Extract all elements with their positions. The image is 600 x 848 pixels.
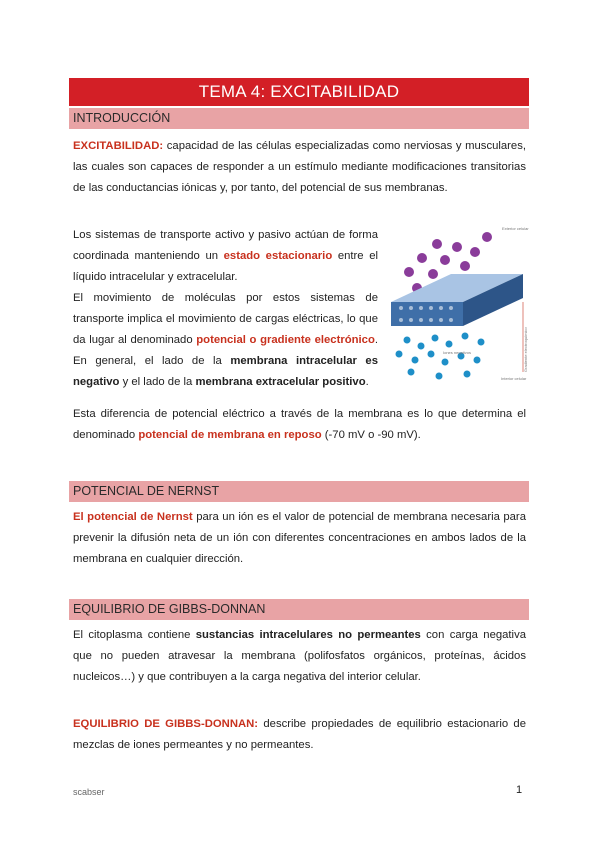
term-excitabilidad: EXCITABILIDAD:	[73, 140, 164, 152]
term-membrana-intracelular: membrana intracelular es negativo	[73, 355, 378, 388]
paragraph-text: capacidad de las células especializadas como nerviosas y musculares, las cuales son capaces de responder a un estímulo mediante modificaciones transitorias de las conductancias iónicas y, por tanto, del potencial de sus membranas.	[73, 140, 526, 194]
paragraph-text: Los sistemas de transporte activo y pasivo actúan de forma coordinada manteniendo un	[73, 229, 378, 262]
paragraph-potencial-reposo	[73, 404, 526, 446]
section-heading-introduccion: INTRODUCCIÓN	[69, 108, 529, 129]
section-heading-gibbs-donnan: EQUILIBRIO DE GIBBS-DONNAN	[69, 599, 529, 620]
term-potencial-gradiente: potencial o gradiente electrónico	[196, 334, 375, 346]
term-estado-estacionario: estado estacionario	[223, 250, 333, 262]
paragraph-text: entre el líquido intracelular y extracelular.	[73, 250, 378, 283]
membrane-illustration	[387, 222, 529, 392]
paragraph-text: con carga negativa que no pueden atravesar la membrana (polifosfatos orgánicos, proteínas, ácidos nucleicos…) y que contribuyen a la carga negativa del interior celular.	[73, 629, 526, 683]
figure-label-iones: Iones negativos	[443, 350, 472, 355]
figure-label-gradiente: Gradiente electroquímico	[523, 327, 528, 372]
term-potencial-nernst: El potencial de Nernst	[73, 511, 193, 523]
paragraph-nernst	[73, 507, 526, 570]
paragraph-excitabilidad	[73, 136, 526, 199]
section-heading-nernst: POTENCIAL DE NERNST	[69, 481, 529, 502]
paragraph-text: Esta diferencia de potencial eléctrico a través de la membrana es lo que determina el denominado	[73, 408, 526, 441]
paragraph-text: El citoplasma contiene	[73, 629, 196, 641]
paragraph-text: .	[365, 376, 369, 388]
page-title: TEMA 4: EXCITABILIDAD	[69, 78, 529, 106]
paragraph-text: . En general, el lado de la	[73, 334, 378, 367]
footer-author: scabser	[73, 787, 105, 797]
membrane-figure	[387, 222, 529, 392]
paragraph-text: describe propiedades de equilibrio estacionario de mezclas de iones permeantes y no permeantes.	[73, 718, 526, 751]
page-number: 1	[516, 784, 523, 796]
figure-label-interior: Interior celular	[501, 376, 527, 381]
term-equilibrio-gibbs-donnan: EQUILIBRIO DE GIBBS-DONNAN:	[73, 718, 259, 730]
paragraph-movimiento	[73, 288, 378, 393]
paragraph-text: y el lado de la	[119, 376, 196, 388]
negative-ions	[396, 333, 485, 380]
membrane-bilayer	[391, 274, 523, 326]
figure-label-exterior: Exterior celular	[502, 226, 529, 231]
term-sustancias-no-permeantes: sustancias intracelulares no permeantes	[195, 629, 421, 641]
paragraph-citoplasma	[73, 625, 526, 688]
paragraph-text: El movimiento de moléculas por estos sistemas de transporte implica el movimiento de cargas eléctricas, lo que da lugar al denominado	[73, 292, 378, 346]
paragraph-transporte	[73, 225, 378, 288]
paragraph-text: (-70 mV o -90 mV).	[321, 429, 421, 441]
term-potencial-membrana-reposo: potencial de membrana en reposo	[138, 429, 322, 441]
paragraph-text: para un ión es el valor de potencial de membrana necesaria para prevenir la difusión neta de un ión con diferentes concentraciones en ambos lados de la membrana en cualquier dirección.	[73, 511, 526, 565]
paragraph-gibbs-donnan	[73, 714, 526, 756]
term-membrana-extracelular: membrana extracelular positivo	[195, 376, 366, 388]
